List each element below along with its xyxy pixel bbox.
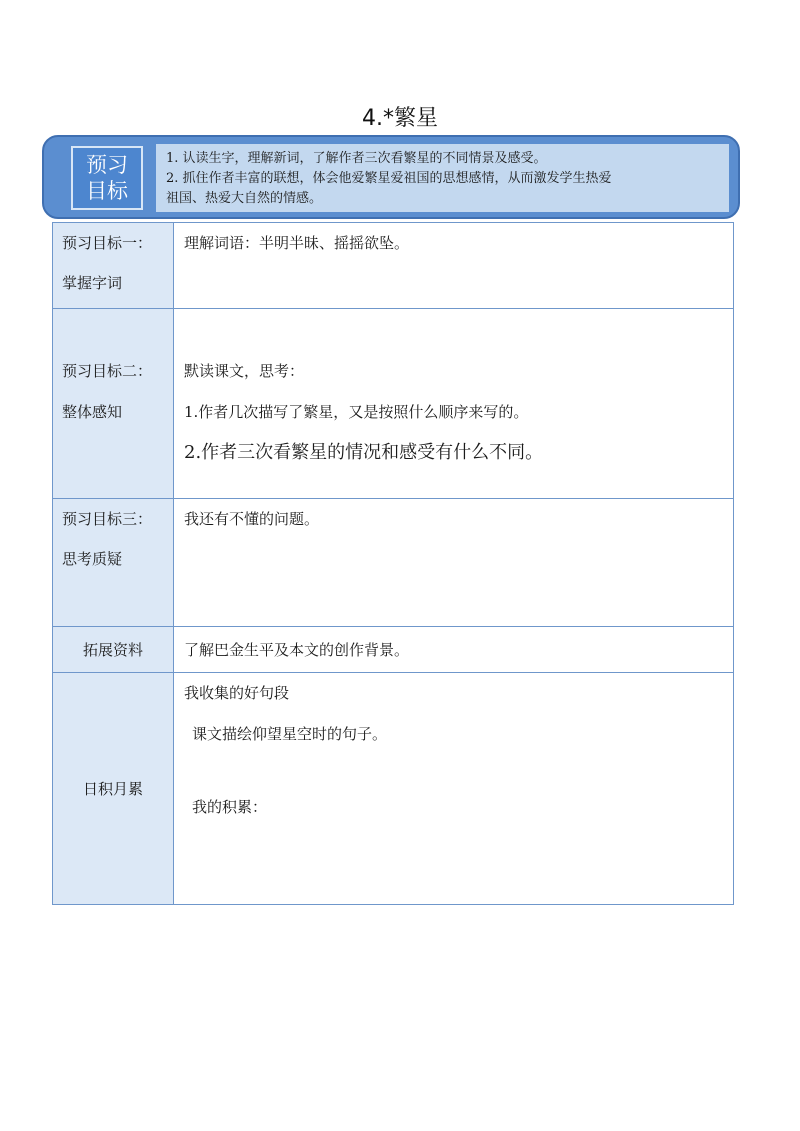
preview-goals-text: [156, 144, 729, 212]
table-row-extended-materials: [53, 627, 734, 673]
reading-instruction: 默读课文，思考：: [184, 362, 305, 380]
my-accumulation-prompt: 我的积累：: [192, 798, 268, 816]
row-label-accumulation: [53, 673, 174, 905]
goal-item-1: 1. 认读生字，理解新词，了解作者三次看繁星的不同情景及感受。: [166, 151, 547, 166]
row-content-vocabulary: [174, 223, 734, 309]
row-label-overall-understanding: [53, 309, 174, 499]
row-content-overall-understanding: [174, 309, 734, 499]
badge-line-1: 预习: [86, 153, 128, 177]
page-title: 4.*繁星: [362, 106, 438, 131]
preview-goals-banner: [42, 135, 740, 219]
accumulation-label: 日积月累: [82, 779, 143, 798]
description-sentences-prompt: 课文描绘仰望星空时的句子。: [192, 725, 388, 743]
table-row-overall-understanding: [53, 309, 734, 499]
label-line-2: 整体感知: [62, 403, 123, 421]
table-row-accumulation: [53, 673, 734, 905]
row-content-questions: [174, 499, 734, 627]
vocabulary-text: 理解词语：半明半昧、摇摇欲坠。: [184, 234, 410, 252]
collected-passages-heading: 我收集的好句段: [184, 684, 290, 702]
row-content-accumulation: [174, 673, 734, 905]
label-line-1: 预习目标二：: [62, 362, 153, 380]
goal-item-2-continued: 祖国、热爱大自然的情感。: [166, 191, 323, 206]
questions-text: 我还有不懂的问题。: [184, 510, 320, 528]
label-line-1: 预习目标一：: [62, 234, 153, 252]
row-label-vocabulary: [53, 223, 174, 309]
badge-line-2: 目标: [86, 179, 128, 203]
table-row-questions: [53, 499, 734, 627]
row-label-extended-materials: [53, 627, 174, 673]
label-line-2: 思考质疑: [62, 550, 123, 568]
label-line-1: 预习目标三：: [62, 510, 153, 528]
extended-materials-label: 拓展资料: [82, 640, 143, 659]
preview-plan-table: [52, 222, 734, 905]
label-line-2: 掌握字词: [62, 274, 123, 292]
table-row-vocabulary: [53, 223, 734, 309]
row-label-questions: [53, 499, 174, 627]
preview-goals-badge: [71, 146, 143, 210]
row-content-extended-materials: [174, 627, 734, 673]
goal-item-2: 2. 抓住作者丰富的联想，体会他爱繁星爱祖国的思想感情，从而激发学生热爱: [166, 171, 612, 186]
question-1: 1.作者几次描写了繁星，又是按照什么顺序来写的。: [184, 403, 529, 421]
question-2: 2.作者三次看繁星的情况和感受有什么不同。: [184, 442, 544, 463]
extended-materials-text: 了解巴金生平及本文的创作背景。: [184, 640, 410, 659]
